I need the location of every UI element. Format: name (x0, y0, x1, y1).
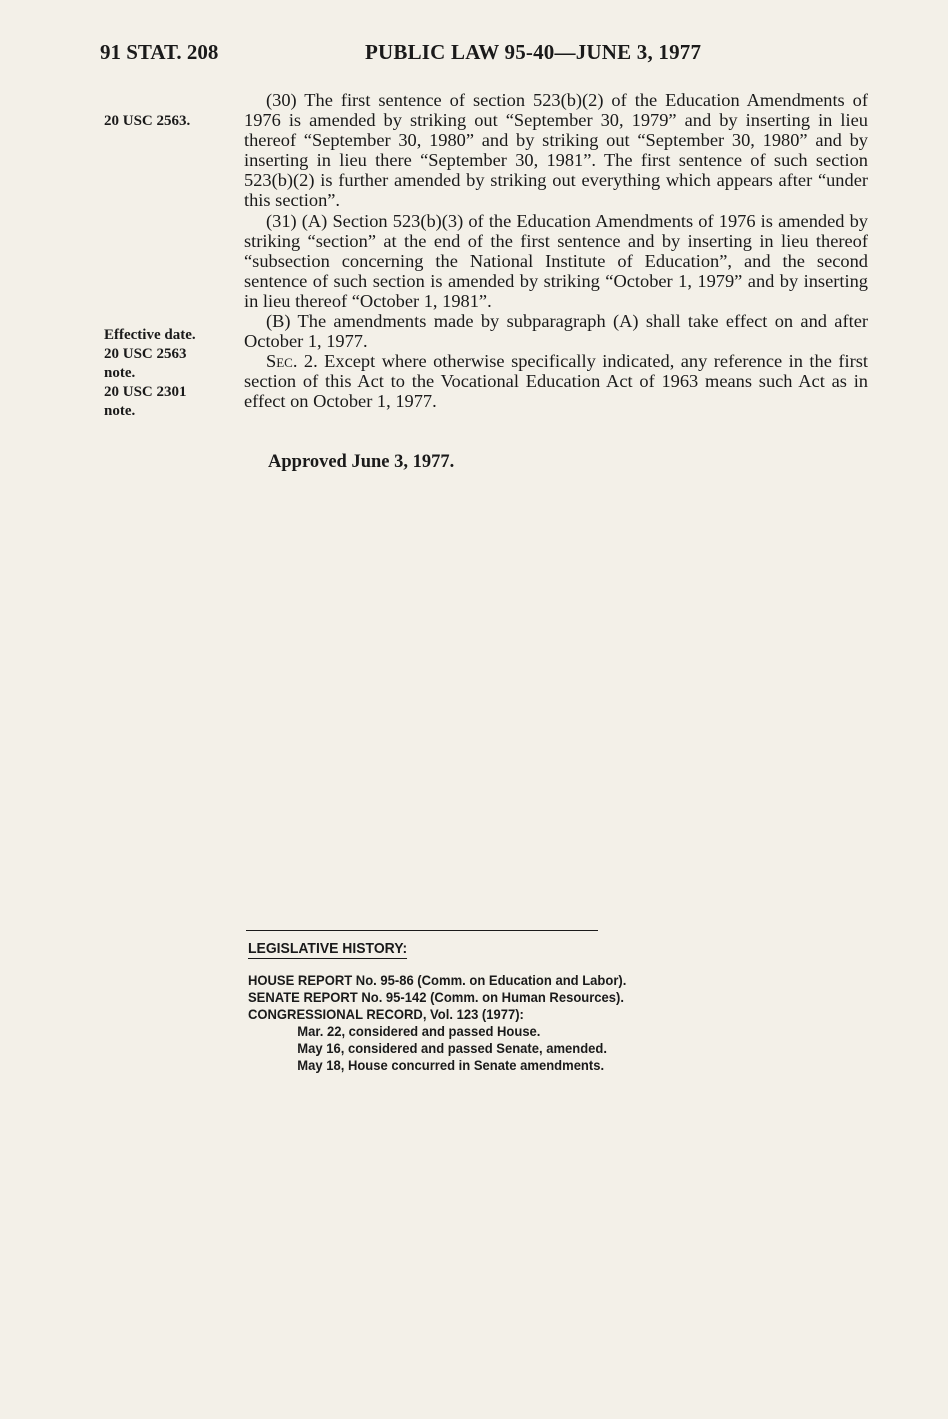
margin-note-line: 20 USC 2563 (104, 346, 187, 362)
public-law-title: PUBLIC LAW 95-40—JUNE 3, 1977 (365, 40, 702, 64)
margin-note-line: note. (104, 403, 136, 419)
approval-date: Approved June 3, 1977. (268, 452, 455, 472)
section-2 (244, 351, 868, 411)
record-action: May 18, House concurred in Senate amendments. (297, 1057, 605, 1073)
divider-rule (246, 930, 598, 931)
section-2-label: Sec. 2. (266, 351, 318, 372)
margin-note-line: note. (104, 365, 136, 381)
record-action: May 16, considered and passed Senate, amended. (297, 1040, 607, 1056)
margin-note-line: 20 USC 2301 (104, 384, 187, 400)
statute-page-number: 91 STAT. 208 (100, 40, 219, 64)
section-2-text: Except where otherwise specifically indicated, any reference in the first section of this Act to the Vocational Education Act of 1963 means such Act as in effect on October 1, 1977. (244, 351, 868, 412)
record-action: Mar. 22, considered and passed House. (297, 1023, 541, 1039)
page-header (100, 40, 880, 70)
margin-note-line: Effective date. (104, 327, 196, 343)
paragraph-30: (30) The first sentence of section 523(b)(2) of the Education Amendments of 1976 is amended by striking out “September 30, 1979” and by inserting in lieu thereof “September 30, 1980” and by striking out “September 30, 1980” and by inserting in lieu there “September 30, 1981”. The first sentence of such section 523(b)(2) is further amended by striking out everything which appears after “under this section”. (244, 90, 868, 211)
paragraph-31a: (31) (A) Section 523(b)(3) of the Education Amendments of 1976 is amended by striking “section” at the end of the first sentence and by inserting in lieu thereof “subsection concerning the National Institute of Education”, and the second sentence of such section is amended by striking “October 1, 1979” and by inserting in lieu thereof “October 1, 1981”. (244, 210, 868, 311)
margin-note-effective-date (104, 326, 239, 421)
legislative-history-title: LEGISLATIVE HISTORY: (248, 940, 408, 957)
statute-body (244, 90, 868, 412)
congressional-record: CONGRESSIONAL RECORD, Vol. 123 (1977): (248, 1006, 524, 1022)
house-report: HOUSE REPORT No. 95-86 (Comm. on Education and Labor). (248, 972, 627, 988)
margin-note-text: 20 USC 2563. (104, 113, 191, 129)
margin-note-usc (104, 112, 239, 131)
senate-report: SENATE REPORT No. 95-142 (Comm. on Human Resources). (248, 989, 624, 1005)
paragraph-31b: (B) The amendments made by subparagraph (A) shall take effect on and after October 1, 1977. (244, 311, 868, 352)
legislative-history (248, 940, 626, 1074)
